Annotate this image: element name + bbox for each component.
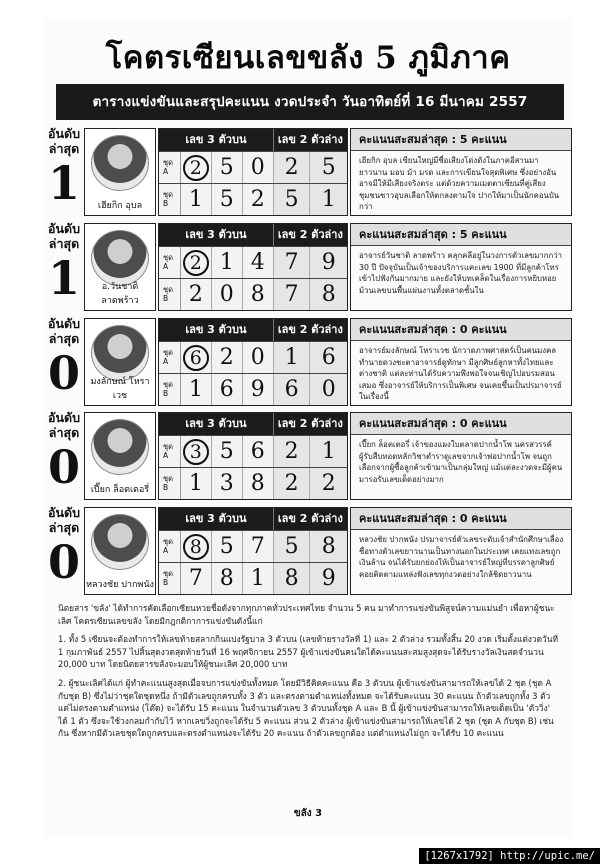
digit: 1	[243, 563, 274, 594]
rank-badge	[44, 221, 84, 303]
set-b-label: ชุด B	[159, 184, 181, 215]
magazine-page	[44, 18, 572, 836]
digit: 2	[243, 184, 274, 215]
prediction-table	[158, 318, 348, 406]
digit: 6	[310, 342, 347, 373]
contestant-portrait	[91, 514, 149, 570]
rank-label: อันดับ ล่าสุด	[47, 410, 81, 440]
rank-badge	[44, 316, 84, 398]
rank-badge	[44, 410, 84, 492]
contestant-bio: อาจารย์วันชาติ ลาดพร้าว คลุกคลีอยู่ในวงการตัวเลขมากกว่า 30 ปี ปัจจุบันเป็นเจ้าของบริการแคะเลข 1900 ที่มีลูกค้าโทรเข้าไปฟังกันมากมาย และยังให้บทเคล็ดในเรื่องการหยิบหอยม้วนเลขบนพื้นแผ่นงานทั้งตลาดชั้นใน	[359, 251, 562, 295]
digit: 2	[212, 342, 243, 373]
prediction-table	[158, 507, 348, 595]
rank-label: อันดับ ล่าสุด	[47, 221, 81, 251]
contestant-photo-frame	[84, 223, 156, 311]
digit: 2	[274, 436, 311, 467]
prediction-header	[159, 129, 347, 151]
contestant-bio: อาจารย์มงลักษณ์ โหราเวช นักวาดภาพศาสตร์เป็นคนมงคลทำนายดวงชะตาอาจารย์ดูทักษา มีลูกศิษย์ลูกหาทั้งไทยและต่างชาติ แต่ละท่านได้รับความพึงพอใจจนเชิญไปอบรมสอนเสมอ ซึ่งอาจารย์ให้บริการเป็นพิเศษ จนเคยขึ้นเป็นปรมาจารย์ในเรื่องนี้	[359, 346, 562, 401]
digit: 8	[243, 468, 274, 499]
rank-badge	[44, 505, 84, 587]
score-panel	[350, 128, 572, 216]
digit: 0	[310, 374, 347, 405]
set-a-label: ชุด A	[159, 247, 181, 278]
contestant-row	[44, 221, 572, 311]
digit: 0	[243, 342, 274, 373]
digit: 1	[181, 374, 212, 405]
digit: 3	[212, 468, 243, 499]
digit: 1	[310, 184, 347, 215]
rank-number: 0	[47, 440, 80, 494]
two-bottom-header: เลข 2 ตัวล่าง	[277, 228, 343, 241]
prediction-set-b	[159, 278, 347, 310]
digit: 1	[181, 184, 212, 215]
three-top-header: เลข 3 ตัวบน	[159, 508, 274, 530]
rank-number: 0	[47, 346, 80, 400]
image-watermark[interactable]: [1267x1792] http://upic.me/	[419, 848, 600, 864]
rank-label: อันดับ ล่าสุด	[47, 126, 81, 156]
two-bottom-header: เลข 2 ตัวล่าง	[277, 512, 343, 525]
contestant-name: หลวงชัย ปากพนัง	[86, 580, 154, 590]
digit: 7	[181, 563, 212, 594]
three-top-header: เลข 3 ตัวบน	[159, 129, 274, 151]
digit: 5	[212, 184, 243, 215]
prediction-table	[158, 128, 348, 216]
rank-number: 1	[47, 156, 80, 210]
set-b-label: ชุด B	[159, 374, 181, 405]
set-a-label: ชุด A	[159, 436, 181, 467]
two-bottom-header: เลข 2 ตัวล่าง	[277, 133, 343, 146]
two-bottom-header: เลข 2 ตัวล่าง	[277, 417, 343, 430]
contestant-photo-frame	[84, 507, 156, 595]
contestant-bio: เปี๊ยก ล็อตเตอรี่ เจ้าของแผงใบตลาดปากน้ำโพ นครสวรรค์ ผู้รับสืบทอดหลักวิชาตำราดูเลขจากเจ้าพ่อปากน้ำโพ จนถูกเลือกจากผู้ซื้อลูกค้าเข้ามาเป็นกลุ่มใหญ่ แม้แต่ละงวดจะมีผู้คนมารอรับเลขเด็ดอย่างมาก	[359, 440, 563, 484]
prediction-set-a	[159, 435, 347, 467]
digit: 0	[212, 279, 243, 310]
set-a-label: ชุด A	[159, 531, 181, 562]
schedule-banner: ตารางแข่งขันและสรุปคะแนน งวดประจำ วันอาทิตย์ที่ 16 มีนาคม 2557	[56, 84, 564, 120]
prediction-set-b	[159, 562, 347, 594]
digit: 8	[310, 531, 347, 562]
digit: 7	[274, 279, 311, 310]
digit: 5	[212, 152, 243, 183]
rules-item-1: 1. ทั้ง 5 เซียนจะต้องทำการให้เลขท้ายสลากกินแบ่งรัฐบาล 3 ตัวบน (เลขท้ายรางวัลที่ 1) และ 2 ตัวล่าง รวมทั้งสิ้น 20 งวด เริ่มตั้งแต่งวดวันที่ 1 กุมภาพันธ์ 2557 ไปสิ้นสุดงวดสุดท้ายวันที่ 16 พฤศจิกายน 2557 ผู้เข้าแข่งขันคนใดได้คะแนนสะสมสูงสุดจะได้รับรางวัลเงินสดจำนวน 20,000 บาท โดยนิตยสารขลังจะมอบให้ผู้ชนะเลิศ 20,000 บาท	[58, 634, 558, 670]
digit: 5	[310, 152, 347, 183]
two-bottom-header: เลข 2 ตัวล่าง	[277, 323, 343, 336]
digit: 2	[181, 279, 212, 310]
page-title: โคตรเซียนเลขขลัง 5 ภูมิภาค	[105, 40, 511, 76]
score-panel	[350, 412, 572, 500]
prediction-set-a	[159, 151, 347, 183]
score-heading: คะแนนสะสมล่าสุด : 5 คะแนน	[351, 129, 571, 151]
digit: 5	[212, 531, 243, 562]
prediction-set-b	[159, 183, 347, 215]
three-top-header: เลข 3 ตัวบน	[159, 319, 274, 341]
digit: 7	[243, 531, 274, 562]
set-a-label: ชุด A	[159, 152, 181, 183]
digit: 5	[274, 184, 311, 215]
score-heading: คะแนนสะสมล่าสุด : 0 คะแนน	[351, 508, 571, 530]
rank-number: 1	[47, 251, 80, 305]
digit: 1	[310, 436, 347, 467]
contestant-row	[44, 505, 572, 595]
digit: 9	[310, 247, 347, 278]
digit: 0	[243, 152, 274, 183]
score-heading: คะแนนสะสมล่าสุด : 5 คะแนน	[351, 224, 571, 246]
digit: 8	[181, 531, 212, 562]
digit: 9	[310, 563, 347, 594]
digit: 3	[181, 436, 212, 467]
score-panel	[350, 223, 572, 311]
contestant-bio: เฮียกิก อุบล เซียนใหญ่มีชื่อเสียงโด่งดังในภาคอีสานมายาวนาน มอบ ม้า มรด และการเขียนใจสุดพิเศษ ซึ่งอย่างอันอาจมีให้มีเสียงจริงตระ แต่ด้วยความเมตตาเซียนที่คู่เสียงชุมชนชาวอุบลเลือกให้ตกลงตามใจ ปากให้มาเป็นนักคอนบันกว่า	[359, 156, 560, 211]
contestant-portrait	[91, 230, 149, 286]
prediction-header	[159, 224, 347, 246]
digit: 5	[212, 436, 243, 467]
digit: 9	[243, 374, 274, 405]
contestant-photo-frame	[84, 412, 156, 500]
rank-label: อันดับ ล่าสุด	[47, 505, 81, 535]
contestant-row	[44, 410, 572, 500]
prediction-set-a	[159, 246, 347, 278]
set-b-label: ชุด B	[159, 468, 181, 499]
digit: 2	[181, 152, 212, 183]
contestant-photo-frame	[84, 318, 156, 406]
set-b-label: ชุด B	[159, 563, 181, 594]
rank-number: 0	[47, 535, 80, 589]
digit: 6	[181, 342, 212, 373]
score-heading: คะแนนสะสมล่าสุด : 0 คะแนน	[351, 319, 571, 341]
contestant-photo-frame	[84, 128, 156, 216]
contestant-portrait	[91, 135, 149, 191]
digit: 8	[274, 563, 311, 594]
set-b-label: ชุด B	[159, 279, 181, 310]
page-footer: ขลัง 3	[293, 808, 323, 819]
digit: 6	[274, 374, 311, 405]
contestant-name: เฮียกิก อุบล	[97, 201, 143, 211]
contestant-row	[44, 316, 572, 406]
three-top-header: เลข 3 ตัวบน	[159, 224, 274, 246]
contestant-portrait	[91, 419, 149, 475]
score-heading: คะแนนสะสมล่าสุด : 0 คะแนน	[351, 413, 571, 435]
rules-section	[58, 602, 562, 746]
digit: 5	[274, 531, 311, 562]
rank-label: อันดับ ล่าสุด	[47, 316, 81, 346]
rules-intro: นิตยสาร 'ขลัง' ได้ทำการคัดเลือกเซียนหวยชื่อดังจากทุกภาคทั่วประเทศไทย จำนวน 5 คน มาทำการแข่งขันพิสูจน์ความแม่นยำ เพื่อหาผู้ชนะเลิศ โคตรเซียนเลขขลัง โดยมีกฎกติกาการแข่งขันดังนี้แก่	[58, 603, 555, 626]
score-panel	[350, 507, 572, 595]
contestant-row	[44, 126, 572, 216]
digit: 2	[310, 468, 347, 499]
digit: 1	[274, 342, 311, 373]
set-a-label: ชุด A	[159, 342, 181, 373]
prediction-set-a	[159, 530, 347, 562]
prediction-table	[158, 223, 348, 311]
contestant-portrait	[91, 325, 149, 381]
prediction-header	[159, 508, 347, 530]
digit: 7	[274, 247, 311, 278]
prediction-header	[159, 413, 347, 435]
prediction-set-b	[159, 373, 347, 405]
rank-badge	[44, 126, 84, 208]
contestant-bio: หลวงชัย ปากพนัง ปรมาจารย์ตัวเลขระดับเจ้าสำนักศึกษาเลื่องชื่อทางตัวเลขยาวนานเป็นทางนอกในประเทศ เคยแทงเลขถูกเงินล้าน จนได้รับยกย่องให้เป็นอาจารย์ใหญ่ที่บรรดาลูกศิษย์คอยติดตามแหล่งฟังเลขทุกงวดอย่างใกล้ชิดยาวนาน	[359, 535, 564, 579]
rules-item-2: 2. ผู้ชนะเลิศได้แก่ ผู้ทำคะแนนสูงสุดเมื่อจบการแข่งขันทั้งหมด โดยมีวิธีคิดคะแนน คือ 3 ตัวบน ผู้เข้าแข่งขันสามารถให้เลขได้ 2 ชุด (ชุด A กับชุด B) ซึ่งไม่ว่าชุดใดชุดหนึ่ง ถ้ามีตัวเลขถูกครบทั้ง 3 ตัว และตรงตามตำแหน่งทั้งหมด จะได้รับคะแนน 30 คะแนน ถ้าตัวเลขถูกทั้ง 3 ตัว แต่ไม่ตรงตามตำแหน่ง (โต๊ด) จะได้รับ 15 คะแนน ในจำนวนตัวเลข 3 ตัวบนทั้งชุด A และ B นี้ ผู้เข้าแข่งขันสามารถให้เลขเด็ดเป็น 'ตัววิ่ง' ได้ 1 ตัว ซึ่งจะใช้วงกลมกำกับไว้ หากเลขวิ่งถูกจะได้รับ 5 คะแนน ส่วน 2 ตัวล่าง ผู้เข้าแข่งขันสามารถให้เลขได้ 2 ชุด (ชุด A กับชุด B) เช่นกัน ซึ่งหากมีตัวเลขชุดใดถูกครบและตรงตำแหน่งจะได้รับ 20 คะแนน ถ้าตัวเลขถูกต้อง แต่ตำแหน่งไม่ถูก จะได้รับ 10 คะแนน	[58, 677, 554, 739]
prediction-table	[158, 412, 348, 500]
digit: 2	[274, 152, 311, 183]
digit: 8	[212, 563, 243, 594]
digit: 4	[243, 247, 274, 278]
prediction-header	[159, 319, 347, 341]
digit: 6	[212, 374, 243, 405]
three-top-header: เลข 3 ตัวบน	[159, 413, 274, 435]
digit: 1	[181, 468, 212, 499]
prediction-set-a	[159, 341, 347, 373]
score-panel	[350, 318, 572, 406]
digit: 1	[212, 247, 243, 278]
digit: 2	[181, 247, 212, 278]
contestant-name: เปี๊ยก ล็อตเตอรี่	[90, 485, 150, 495]
digit: 2	[274, 468, 311, 499]
digit: 8	[243, 279, 274, 310]
prediction-set-b	[159, 467, 347, 499]
digit: 8	[310, 279, 347, 310]
contestant-name: มงลักษณ์ โหราเวช	[90, 377, 150, 401]
contestant-name: อ.วันชาติ ลาดพร้าว	[101, 282, 139, 306]
digit: 6	[243, 436, 274, 467]
